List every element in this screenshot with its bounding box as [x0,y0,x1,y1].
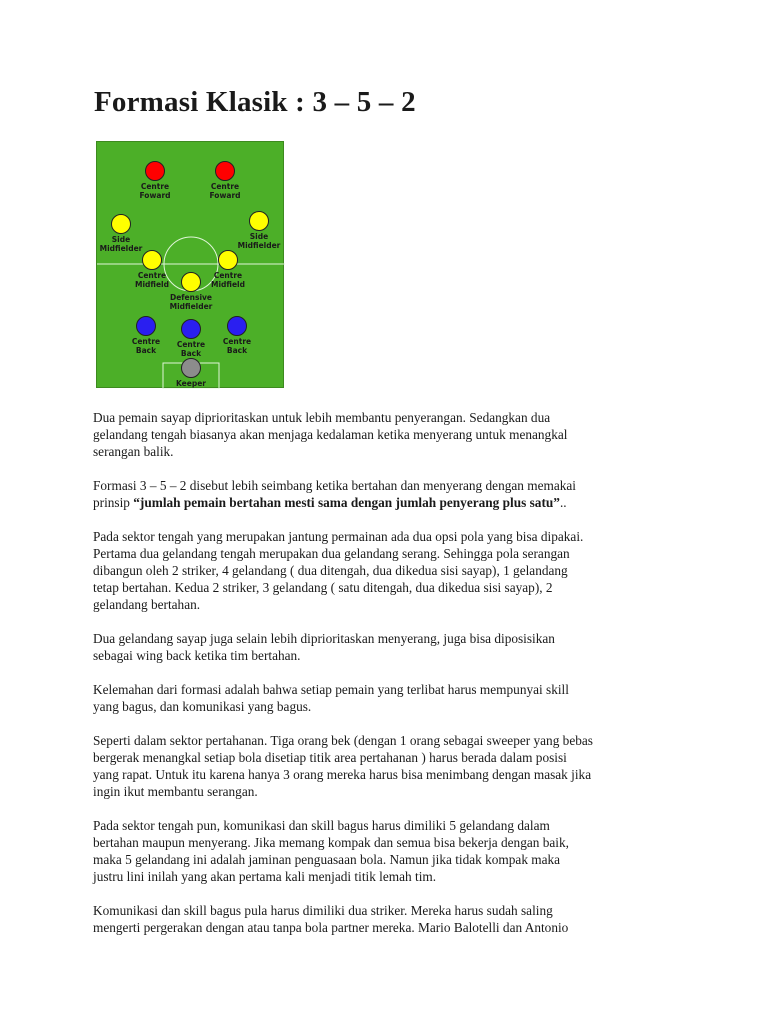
text-line: serangan balik. [93,444,174,459]
text-line-prefix: prinsip [93,495,134,510]
text-line: tetap bertahan. Kedua 2 striker, 3 gelandang ( satu ditengah, dua dikedua sisi sayap), 2 [93,580,553,595]
principle-quote: “jumlah pemain bertahan mesti sama dengan jumlah penyerang plus satu” [133,495,560,510]
text-line: maka 5 gelandang ini adalah jaminan penguasaan bola. Namun jika tidak kompak maka [93,852,561,867]
formation-diagram [96,141,284,388]
paragraph-2 [93,477,693,511]
text-line: bergerak menangkal setiap bola disetiap titik area pertahanan ) harus berada dalam posisi [93,750,567,765]
text-line: Dua pemain sayap diprioritaskan untuk lebih membantu penyerangan. Sedangkan dua [93,410,551,425]
player-midfielder-label: Side Midfielder [99,235,143,253]
paragraph-8 [93,902,693,936]
paragraph-3 [93,528,693,613]
text-line: dibangun oleh 2 striker, 4 gelandang ( dua ditengah, dua dikedua sisi sayap), 1 gelandang [93,563,568,578]
player-midfielder-marker [142,250,162,270]
page-title: Formasi Klasik : 3 – 5 – 2 [94,86,416,118]
text-line: Formasi 3 – 5 – 2 disebut lebih seimbang ketika bertahan dan menyerang dengan memakai [93,478,576,493]
text-line: justru lini inilah yang akan pertama kali menjadi titik lemah tim. [93,869,437,884]
player-defender-marker [181,319,201,339]
text-line: Kelemahan dari formasi adalah bahwa setiap pemain yang terlibat harus mempunyai skill [93,682,569,697]
text-line: bertahan maupun menyerang. Jika memang kompak dan semua bisa bekerja dengan baik, [93,835,569,850]
text-line-suffix: .. [559,495,567,510]
text-line: gelandang tengah biasanya akan menjaga kedalaman ketika menyerang untuk menangkal [93,427,568,442]
player-forward-marker [145,161,165,181]
text-line: Komunikasi dan skill bagus pula harus dimiliki dua striker. Mereka harus sudah saling [93,903,553,918]
paragraph-4 [93,630,693,664]
player-midfielder-label: Centre Midfield [211,271,245,289]
player-midfielder-label: Centre Midfield [135,271,169,289]
text-line: gelandang bertahan. [93,597,201,612]
player-midfielder-label: Defensive Midfielder [169,293,213,311]
player-keeper-marker [181,358,201,378]
text-line: sebagai wing back ketika tim bertahan. [93,648,301,663]
paragraph-5 [93,681,693,715]
player-keeper-label: Keeper [175,379,206,388]
text-line: Pada sektor tengah pun, komunikasi dan skill bagus harus dimiliki 5 gelandang dalam [93,818,550,833]
paragraph-6 [93,732,693,800]
text-line: Dua gelandang sayap juga selain lebih diprioritaskan menyerang, juga bisa diposisikan [93,631,555,646]
player-defender-marker [227,316,247,336]
player-forward-marker [215,161,235,181]
text-line: mengerti pergerakan dengan atau tanpa bola partner mereka. Mario Balotelli dan Antonio [93,920,569,935]
player-midfielder-marker [111,214,131,234]
player-defender-label: Centre Back [131,337,161,355]
player-defender-marker [136,316,156,336]
player-defender-label: Centre Back [222,337,252,355]
text-line: ingin ikut membantu serangan. [93,784,258,799]
player-forward-label: Centre Foward [209,182,241,200]
player-midfielder-label: Side Midfielder [237,232,281,250]
player-midfielder-marker [218,250,238,270]
paragraph-7 [93,817,693,885]
player-defender-label: Centre Back [176,340,206,358]
text-line: Pertama dua gelandang tengah merupakan dua gelandang serang. Sehingga pola serangan [93,546,570,561]
text-line: yang rapat. Untuk itu karena hanya 3 orang mereka harus bisa menimbang dengan masak jika [93,767,592,782]
text-line: Pada sektor tengah yang merupakan jantung permainan ada dua opsi pola yang bisa dipakai. [93,529,584,544]
player-midfielder-marker [249,211,269,231]
paragraph-1 [93,409,693,460]
player-forward-label: Centre Foward [139,182,171,200]
text-line: yang bagus, dan komunikasi yang bagus. [93,699,312,714]
text-line: Seperti dalam sektor pertahanan. Tiga orang bek (dengan 1 orang sebagai sweeper yang bebas [93,733,593,748]
